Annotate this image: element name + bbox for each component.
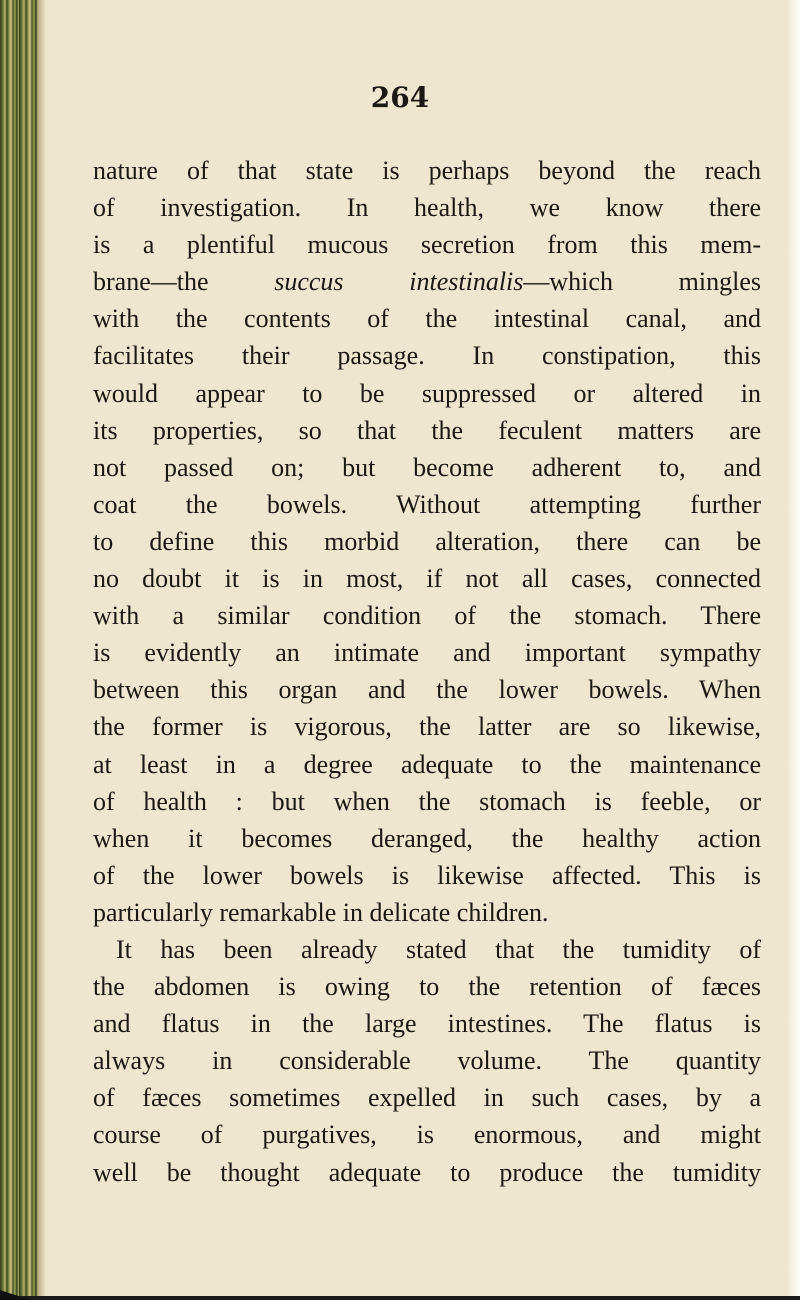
text-segment: brane—the bbox=[93, 267, 275, 297]
gutter-shadow bbox=[38, 0, 46, 1316]
text-line: the abdomen is owing to the retention of fæces bbox=[93, 972, 761, 1002]
text-line: to define this morbid alteration, there can be bbox=[93, 526, 761, 556]
text-line: is evidently an intimate and important sympathy bbox=[93, 638, 761, 668]
text-line-paragraph-start: It has been already stated that the tumidity of bbox=[116, 934, 761, 964]
text-line: the former is vigorous, the latter are so likewise, bbox=[93, 712, 761, 742]
corner-mark bbox=[0, 1290, 30, 1300]
text-line: and flatus in the large intestines. The flatus is bbox=[93, 1009, 761, 1039]
text-line: nature of that state is perhaps beyond the reach bbox=[93, 156, 761, 185]
text-segment: —which mingles bbox=[523, 267, 761, 297]
book-binding bbox=[0, 0, 38, 1316]
text-line: course of purgatives, is enormous, and might bbox=[93, 1120, 761, 1150]
text-line: with the contents of the intestinal canal, and bbox=[93, 304, 761, 334]
text-line: facilitates their passage. In constipation, this bbox=[93, 341, 761, 371]
text-line: always in considerable volume. The quantity bbox=[93, 1046, 761, 1076]
page-number: 264 bbox=[370, 81, 430, 114]
text-line-paragraph-end: particularly remarkable in delicate children. bbox=[93, 897, 549, 927]
text-line: with a similar condition of the stomach. There bbox=[93, 601, 761, 631]
text-line: well be thought adequate to produce the tumidity bbox=[93, 1157, 761, 1187]
text-line: its properties, so that the feculent matters are bbox=[93, 415, 761, 445]
page-edge bbox=[786, 0, 800, 1316]
text-line: is a plentiful mucous secretion from this mem- bbox=[93, 230, 761, 260]
body-text bbox=[93, 152, 761, 1191]
page-margin-bottom bbox=[0, 1300, 800, 1316]
text-line: at least in a degree adequate to the maintenance bbox=[93, 749, 761, 779]
text-line: no doubt it is in most, if not all cases, connected bbox=[93, 564, 761, 594]
text-line: between this organ and the lower bowels. When bbox=[93, 675, 761, 705]
italic-term: succus intestinalis bbox=[274, 267, 524, 297]
text-line: would appear to be suppressed or altered in bbox=[93, 378, 761, 408]
text-line: not passed on; but become adherent to, and bbox=[93, 452, 761, 482]
text-line: when it becomes deranged, the healthy action bbox=[93, 823, 761, 853]
text-line: of the lower bowels is likewise affected. This is bbox=[93, 860, 761, 890]
text-line: of fæces sometimes expelled in such cases, by a bbox=[93, 1083, 761, 1113]
text-line: of investigation. In health, we know there bbox=[93, 193, 761, 223]
text-line: of health : but when the stomach is feeble, or bbox=[93, 786, 761, 816]
text-line: coat the bowels. Without attempting further bbox=[93, 489, 761, 519]
text-line-italic-term bbox=[93, 263, 761, 300]
